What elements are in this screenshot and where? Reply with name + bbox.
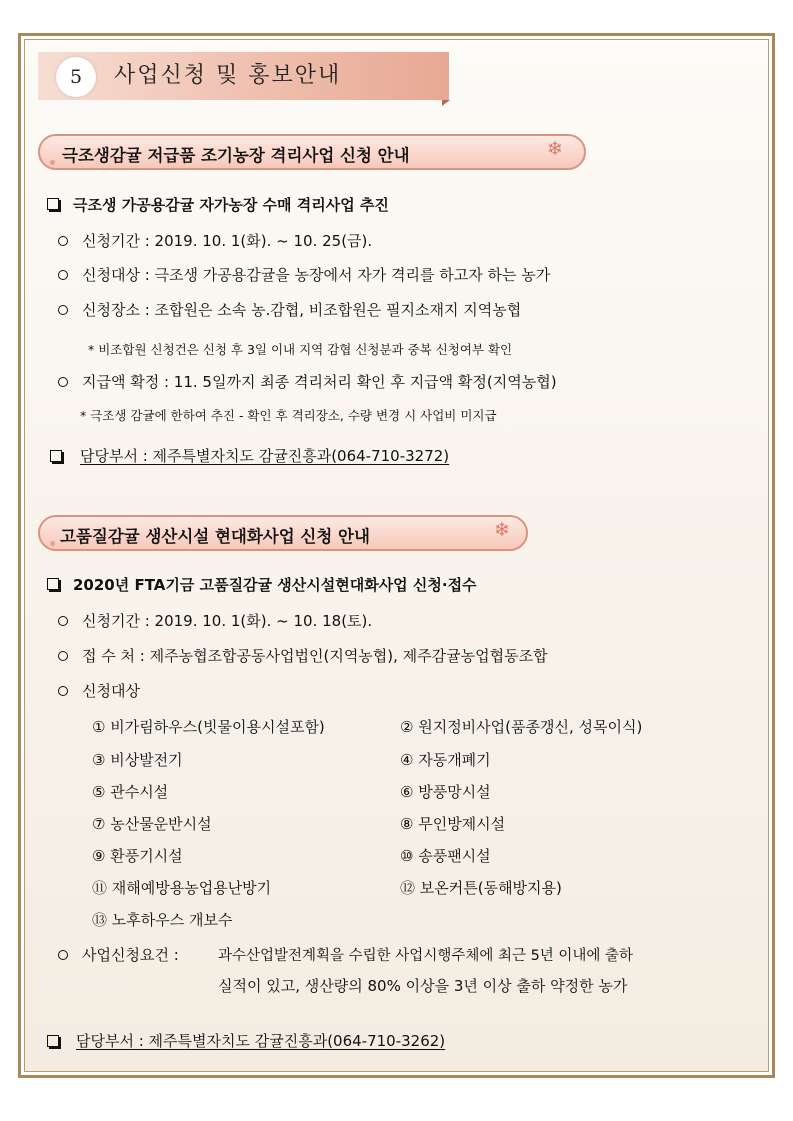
circle-bullet-icon: [58, 616, 68, 626]
section-title: 사업신청 및 홍보안내: [114, 63, 342, 88]
list-item: ⑪ 재해예방용농업용난방기: [92, 879, 272, 897]
circle-bullet-icon: [58, 270, 68, 280]
part2-req-line-1: 과수산업발전계획을 수립한 사업시행주체에 최근 5년 이내에 출하: [218, 948, 634, 964]
list-item: ② 원지정비사업(품종갱신, 성목이식): [400, 718, 643, 736]
circle-bullet-icon: [58, 950, 68, 960]
part2-line-office: 접 수 처 : 제주농협조합공동사업법인(지역농협), 제주감귤농업협동조합: [82, 647, 548, 665]
list-item: ⑦ 농산물운반시설: [92, 815, 212, 833]
list-item: ⑨ 환풍기시설: [92, 847, 183, 865]
part1-line-payment: 지급액 확정 : 11. 5일까지 최종 격리처리 확인 후 지급액 확정(지역농협): [82, 373, 557, 391]
part2-contact: 담당부서 : 제주특별자치도 감귤진흥과(064-710-3262): [76, 1032, 446, 1050]
list-item: ① 비가림하우스(빗물이용시설포함): [92, 718, 325, 736]
list-item: ⑫ 보온커튼(동해방지용): [400, 879, 562, 897]
part1-contact: 담당부서 : 제주특별자치도 감귤진흥과(064-710-3272): [80, 447, 450, 465]
part1-note-1: * 비조합원 신청건은 신청 후 3일 이내 지역 감협 신청분과 중복 신청여부 확인: [88, 342, 513, 357]
part1-note-2: * 극조생 감귤에 한하여 추진 - 확인 후 격리장소, 수량 변경 시 사업비 미지급: [80, 408, 497, 423]
circle-bullet-icon: [58, 651, 68, 661]
banner-dot: [50, 160, 55, 165]
part2-line-target: 신청대상: [82, 682, 140, 700]
banner-fold: [442, 100, 450, 106]
square-bullet-icon: [47, 1035, 59, 1047]
list-item: ⑬ 노후하우스 개보수: [92, 911, 233, 929]
list-item: ④ 자동개폐기: [400, 751, 491, 769]
circle-bullet-icon: [58, 686, 68, 696]
part2-req-line-2: 실적이 있고, 생산량의 80% 이상을 3년 이상 출하 약정한 농가: [218, 977, 628, 995]
part1-line-period: 신청기간 : 2019. 10. 1(화). ~ 10. 25(금).: [82, 232, 373, 250]
sub-banner-2-title: 고품질감귤 생산시설 현대화사업 신청 안내: [60, 527, 370, 546]
sub-banner-1-title: 극조생감귤 저급품 조기농장 격리사업 신청 안내: [62, 146, 410, 165]
circle-bullet-icon: [58, 305, 68, 315]
list-item: ⑧ 무인방제시설: [400, 815, 506, 833]
part1-heading: 극조생 가공용감귤 자가농장 수매 격리사업 추진: [73, 196, 389, 214]
part1-line-place: 신청장소 : 조합원은 소속 농.감협, 비조합원은 필지소재지 지역농협: [82, 301, 522, 319]
list-item: ⑩ 송풍팬시설: [400, 847, 491, 865]
part2-heading: 2020년 FTA기금 고품질감귤 생산시설현대화사업 신청·접수: [73, 576, 477, 594]
square-bullet-icon: [50, 450, 62, 462]
square-bullet-icon: [47, 198, 59, 210]
circle-bullet-icon: [58, 377, 68, 387]
banner-dot: [50, 541, 55, 546]
circle-bullet-icon: [58, 236, 68, 246]
list-item: ⑤ 관수시설: [92, 783, 169, 801]
list-item: ⑥ 방풍망시설: [400, 783, 491, 801]
snowflake-icon: ❄: [547, 138, 563, 160]
part2-req-label: 사업신청요건 :: [82, 946, 179, 964]
part1-line-target: 신청대상 : 극조생 가공용감귤을 농장에서 자가 격리를 하고자 하는 농가: [82, 266, 551, 284]
section-number: 5: [56, 57, 96, 97]
snowflake-icon: ❄: [494, 519, 510, 541]
square-bullet-icon: [47, 578, 59, 590]
part2-line-period: 신청기간 : 2019. 10. 1(화). ~ 10. 18(토).: [82, 612, 373, 630]
list-item: ③ 비상발전기: [92, 751, 183, 769]
